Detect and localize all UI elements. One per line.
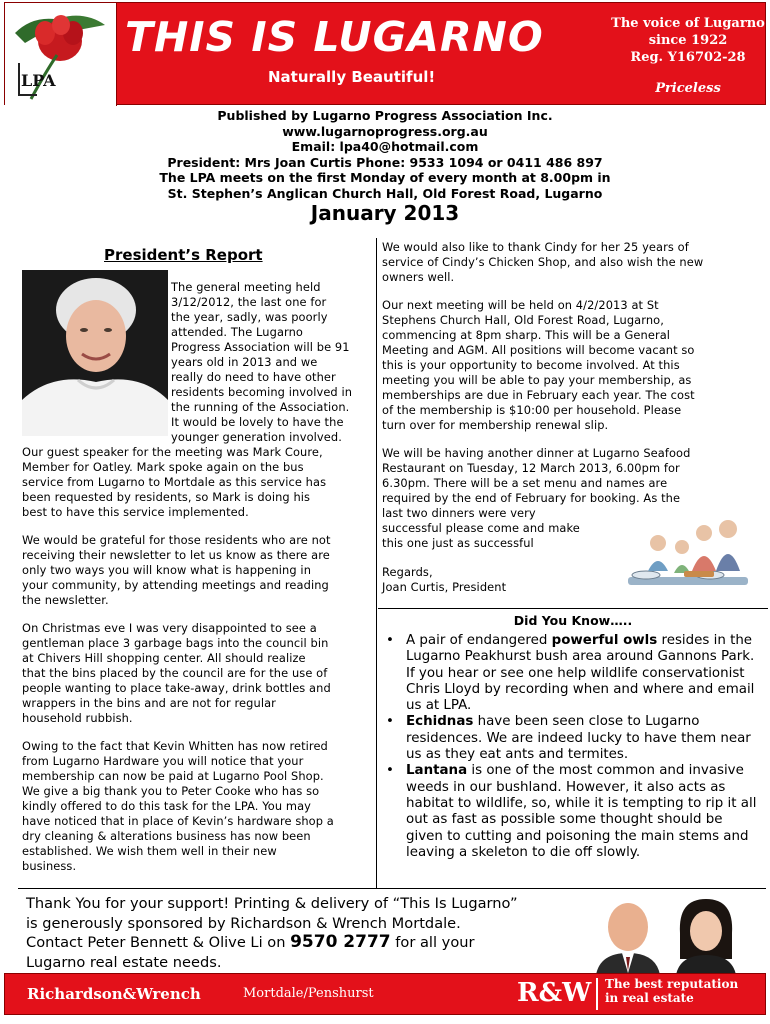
text-line: owners well. [382,270,455,284]
text-line: business. [22,859,77,873]
text-line [26,933,574,953]
text-line: We give a big thank you to Peter Cooke who has so [22,784,320,798]
text-line: only two ways you will know what is happening in [22,563,312,577]
signoff-name: Joan Curtis, President [382,580,507,594]
list-item [384,763,762,861]
fact-text: have been seen close to Lugarno residences. We are indeed lucky to have them near us as they eat ants and termites. [406,714,751,763]
text-line: gentleman place 3 garbage bags into the council bin [22,636,329,650]
fact-keyword: powerful owls [551,633,658,648]
text-line: required by the end of February for booking. As the [382,491,681,505]
text-line: Member for Oatley. Mark spoke again on the bus [22,460,304,474]
text-line: the running of the Association. [171,400,350,414]
president-portrait-icon [22,270,168,436]
text-line: memberships are due in February each year. The cost [382,388,695,402]
text-line: We will be having another dinner at Lugarno Seafood [382,446,691,460]
text-line: from Lugarno Hardware you will notice that your [22,754,304,768]
sponsor-message [26,894,574,972]
price-label: Priceless [655,81,721,96]
text-line: service of Cindy’s Chicken Shop, and also wish the new [382,255,704,269]
family-dinner-illustration [624,515,752,605]
sponsor-location: Mortdale/Penshurst [243,986,374,1001]
meeting-venue: St. Stephen’s Anglican Church Hall, Old Forest Road, Lugarno [167,185,603,201]
family-dinner-icon [624,515,752,605]
meeting-schedule: The LPA meets on the first Monday of every month at 8.00pm in [159,170,611,185]
text-line: younger generation involved. [171,430,342,444]
fact-text: resides in the Lugarno Peakhurst bush area around Gannons Park. If you hear or see one help wildlife conservationist Chris Lloyd by recording when and where and email us at LPA. [406,633,755,714]
sponsor-banner [4,973,766,1015]
next-meeting-paragraph [382,298,748,433]
email-link[interactable]: Email: lpa40@hotmail.com [291,139,479,154]
text-line: really do need to have other [171,370,336,384]
text-line: 6.30pm. There will be a set menu and names are [382,476,668,490]
reg-line: Reg. Y16702-28 [630,50,746,65]
text-line: We would be grateful for those residents who are not [22,533,331,547]
text-line: Lugarno real estate needs. [26,953,222,971]
text-line: Restaurant on Tuesday, 12 March 2013, 6.00pm for [382,461,680,475]
woman-portrait-icon [670,893,742,975]
text-line: Our next meeting will be held on 4/2/2013 at St [382,298,659,312]
report-paragraph-speaker [22,445,374,520]
text-line: best to have this service implemented. [22,505,249,519]
voice-line: The voice of Lugarno [611,16,765,31]
publisher-line: Published by Lugarno Progress Association Inc. [217,108,553,123]
lpa-logo [5,3,117,106]
text-line: commencing at 8pm sharp. This will be a General [382,328,671,342]
text-line: It would be lovely to have the [171,415,344,429]
president-contact: President: Mrs Joan Curtis Phone: 9533 1094 or 0411 486 897 [167,154,603,170]
president-photo [22,270,168,436]
tagline: Naturally Beautiful! [268,68,436,86]
text-line: kindly offered to do this task for the LPA. You may [22,799,311,813]
website-link[interactable]: www.lugarnoprogress.org.au [282,123,488,139]
fact-keyword: Echidnas [406,714,474,730]
sponsor-brand: Richardson&Wrench [27,985,201,1003]
fact-text: is one of the most common and invasive weeds in our bushland. However, it also acts as habitat to wildlife, so, while it is tempting to rip it all out as fast as possible some thought should be given to cutting and poisoning the main stems and leaving a skeleton to die off slowly. [406,763,757,860]
text-line: the newsletter. [22,593,109,607]
logo-divider [596,978,598,1010]
text-line: at Chivers Hill shopping center. All should realize [22,651,306,665]
text-line: On Christmas eve I was very disappointed to see a [22,621,317,635]
text-line: meeting you will be able to pay your membership, as [382,373,692,387]
text-line: receiving their newsletter to let us know as there are [22,548,330,562]
contact-text: for all your [390,934,475,952]
text-line: this is your opportunity to become involved. At this [382,358,680,372]
did-you-know-section [378,608,768,888]
text-line: wrappers in the bins and are not for regular [22,696,276,710]
text-line: this one just as successful [382,536,534,550]
contact-text: Contact Peter Bennett & Olive Li on [26,934,291,952]
text-line: Meeting and AGM. All positions will become vacant so [382,343,695,357]
text-line: is generously sponsored by Richardson & Wrench Mortdale. [26,914,461,932]
report-heading: President’s Report [104,246,263,264]
agent-photo-man [592,893,664,975]
did-you-know-title: Did You Know….. [513,613,633,628]
fact-text: A pair of endangered [406,633,552,648]
text-line: have noticed that in place of Kevin’s hardware shop a [22,814,334,828]
slogan-line: The best reputation [605,977,739,991]
text-line: Progress Association will be 91 [171,340,350,354]
text-line: your community, by attending meetings and reading [22,578,329,592]
sponsor-logo: R&W [517,978,592,1008]
publisher-info [0,108,770,201]
newsletter-title: THIS IS LUGARNO [125,13,544,61]
fact-keyword: Lantana [406,763,468,779]
text-line: last two dinners were very [382,506,536,520]
sponsor-slogan [605,977,738,1005]
text-line: established. We wish them well in their new [22,844,277,858]
text-line: years old in 2013 and we [171,355,318,369]
text-line: Our guest speaker for the meeting was Mark Coure, [22,445,323,459]
text-line: that the bins placed by the council are for the use of [22,666,328,680]
text-line: people wanting to place take-away, drink bottles and [22,681,331,695]
text-line: household rubbish. [22,711,133,725]
report-paragraph-rubbish [22,621,374,726]
text-line: The general meeting held [171,280,321,294]
text-line: the year, sadly, was poorly [171,310,328,324]
since-line: since 1922 [648,33,728,48]
text-line: Owing to the fact that Kevin Whitten has now retired [22,739,328,753]
text-line: residents becoming involved in [171,385,353,399]
text-line: turn over for membership renewal slip. [382,418,609,432]
text-line: service from Lugarno to Mortdale as this service has [22,475,327,489]
masthead-voice [609,15,767,66]
report-paragraph-newsletter [22,533,374,608]
did-you-know-list [384,633,762,861]
slogan-line: in real estate [605,991,694,1005]
text-line: been requested by residents, so Mark is doing his [22,490,311,504]
report-paragraph-membership [22,739,374,874]
text-line: attended. The Lugarno [171,325,304,339]
text-line: Thank You for your support! Printing & delivery of “This Is Lugarno” [26,895,518,912]
phone-number: 9570 2777 [290,932,391,953]
thanks-cindy-paragraph [382,240,748,285]
text-line: membership can now be paid at Lugarno Pool Shop. [22,769,324,783]
text-line: dry cleaning & alterations business has now been [22,829,311,843]
masthead [4,2,766,105]
text-line: We would also like to thank Cindy for her 25 years of [382,240,689,254]
report-intro [171,280,377,445]
list-item [384,714,762,763]
text-line: 3/12/2012, the last one for [171,295,327,309]
logo-letters: LPA [21,71,56,90]
list-item [384,633,762,714]
text-line: successful please come and make [382,521,580,535]
regards-text: Regards, [382,565,433,579]
man-portrait-icon [592,893,664,975]
text-line: Stephens Church Hall, Old Forest Road, Lugarno, [382,313,664,327]
agent-photo-woman [670,893,742,975]
issue-date: January 2013 [310,201,460,225]
sponsor-footer [18,888,766,1018]
text-line: of the membership is $10:00 per household. Please [382,403,682,417]
waratah-flower-icon [5,3,117,106]
